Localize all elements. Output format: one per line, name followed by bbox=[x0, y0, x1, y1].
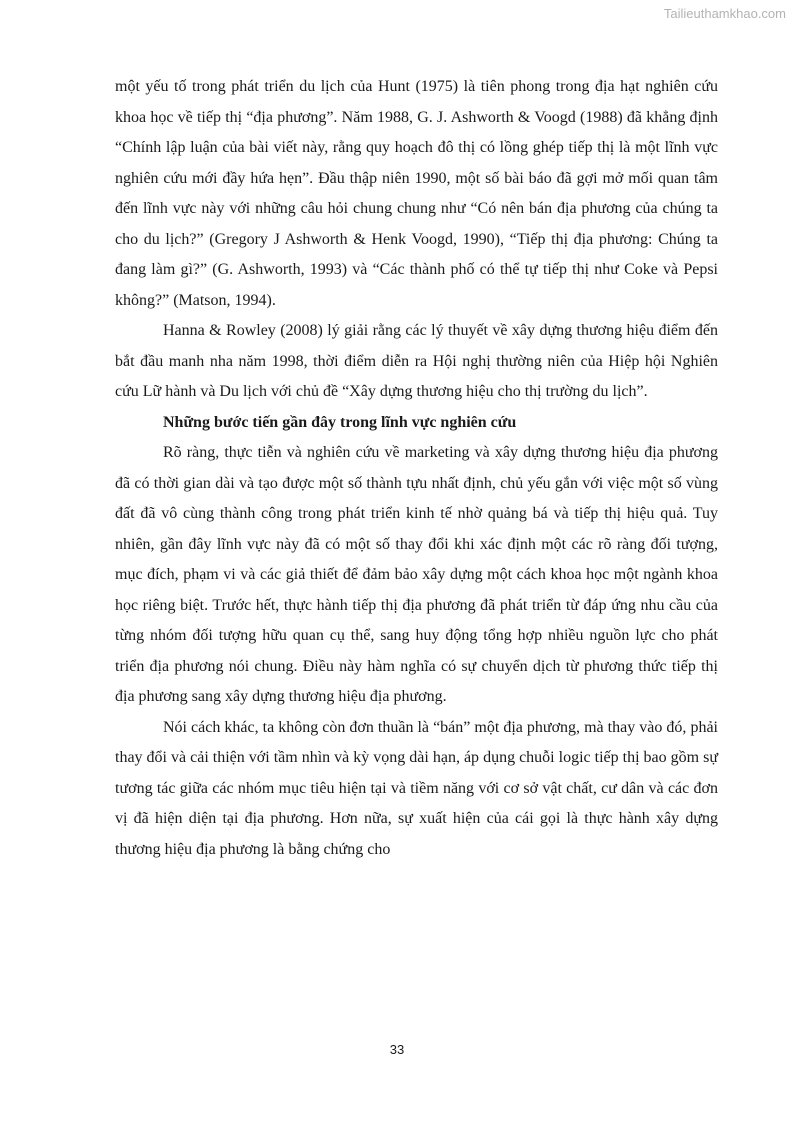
page-number: 33 bbox=[389, 1042, 405, 1057]
paragraph-continued: một yếu tố trong phát triển du lịch của Hunt (1975) là tiên phong trong địa hạt nghiên cứu khoa học về tiếp thị “địa phương”. Năm 1988, G. J. Ashworth & Voogd (1988) đã khẳng định “Chính lập luận của bài viết này, rằng quy hoạch đô thị có lồng ghép tiếp thị là một lĩnh vực nghiên cứu mới đầy hứa hẹn”. Đầu thập niên 1990, một số bài báo đã gợi mở mối quan tâm đến lĩnh vực này với những câu hỏi chung chung như “Có nên bán địa phương của chúng ta cho du lịch?” (Gregory J Ashworth & Henk Voogd, 1990), “Tiếp thị địa phương: Chúng ta đang làm gì?” (G. Ashworth, 1993) và “Các thành phố có thể tự tiếp thị như Coke và Pepsi không?” (Matson, 1994). bbox=[115, 78, 718, 309]
paragraph-in-other-words: Nói cách khác, ta không còn đơn thuần là “bán” một địa phương, mà thay vào đó, phải thay đổi và cải thiện với tầm nhìn và kỳ vọng dài hạn, áp dụng chuỗi logic tiếp thị bao gồm sự tương tác giữa các nhóm mục tiêu hiện tại và tiềm năng với cơ sở vật chất, cư dân và các đơn vị đã hiện diện tại địa phương. Hơn nữa, sự xuất hiện của cái gọi là thực hành xây dựng thương hiệu địa phương là bằng chứng cho bbox=[115, 718, 718, 858]
paragraph-practice-research: Rõ ràng, thực tiễn và nghiên cứu về marketing và xây dựng thương hiệu địa phương đã có thời gian dài và tạo được một số thành tựu nhất định, chủ yếu gắn với việc một số vùng đất đã vô cùng thành công trong phát triển kinh tế nhờ quảng bá và tiếp thị hiệu quả. Tuy nhiên, gần đây lĩnh vực này đã có một số thay đổi khi xác định một các rõ ràng đối tượng, mục đích, phạm vi và các giả thiết để đảm bảo xây dựng một cách khoa học một ngành khoa học riêng biệt. Trước hết, thực hành tiếp thị địa phương đã phát triển từ đáp ứng nhu cầu của từng nhóm đối tượng hữu quan cụ thể, sang huy động tổng hợp nhiều nguồn lực cho phát triển địa phương nói chung. Điều này hàm nghĩa có sự chuyển dịch từ phương thức tiếp thị địa phương sang xây dựng thương hiệu địa phương. bbox=[115, 444, 718, 705]
watermark-text: Tailieuthamkhao.com bbox=[663, 6, 786, 21]
section-heading: Những bước tiến gần đây trong lĩnh vực nghiên cứu bbox=[163, 413, 517, 431]
paragraph-hanna-rowley: Hanna & Rowley (2008) lý giải rằng các lý thuyết về xây dựng thương hiệu điểm đến bắt đầu manh nha năm 1998, thời điểm diễn ra Hội nghị thường niên của Hiệp hội Nghiên cứu Lữ hành và Du lịch với chủ đề “Xây dựng thương hiệu cho thị trường du lịch”. bbox=[115, 322, 718, 400]
document-body bbox=[115, 72, 718, 865]
